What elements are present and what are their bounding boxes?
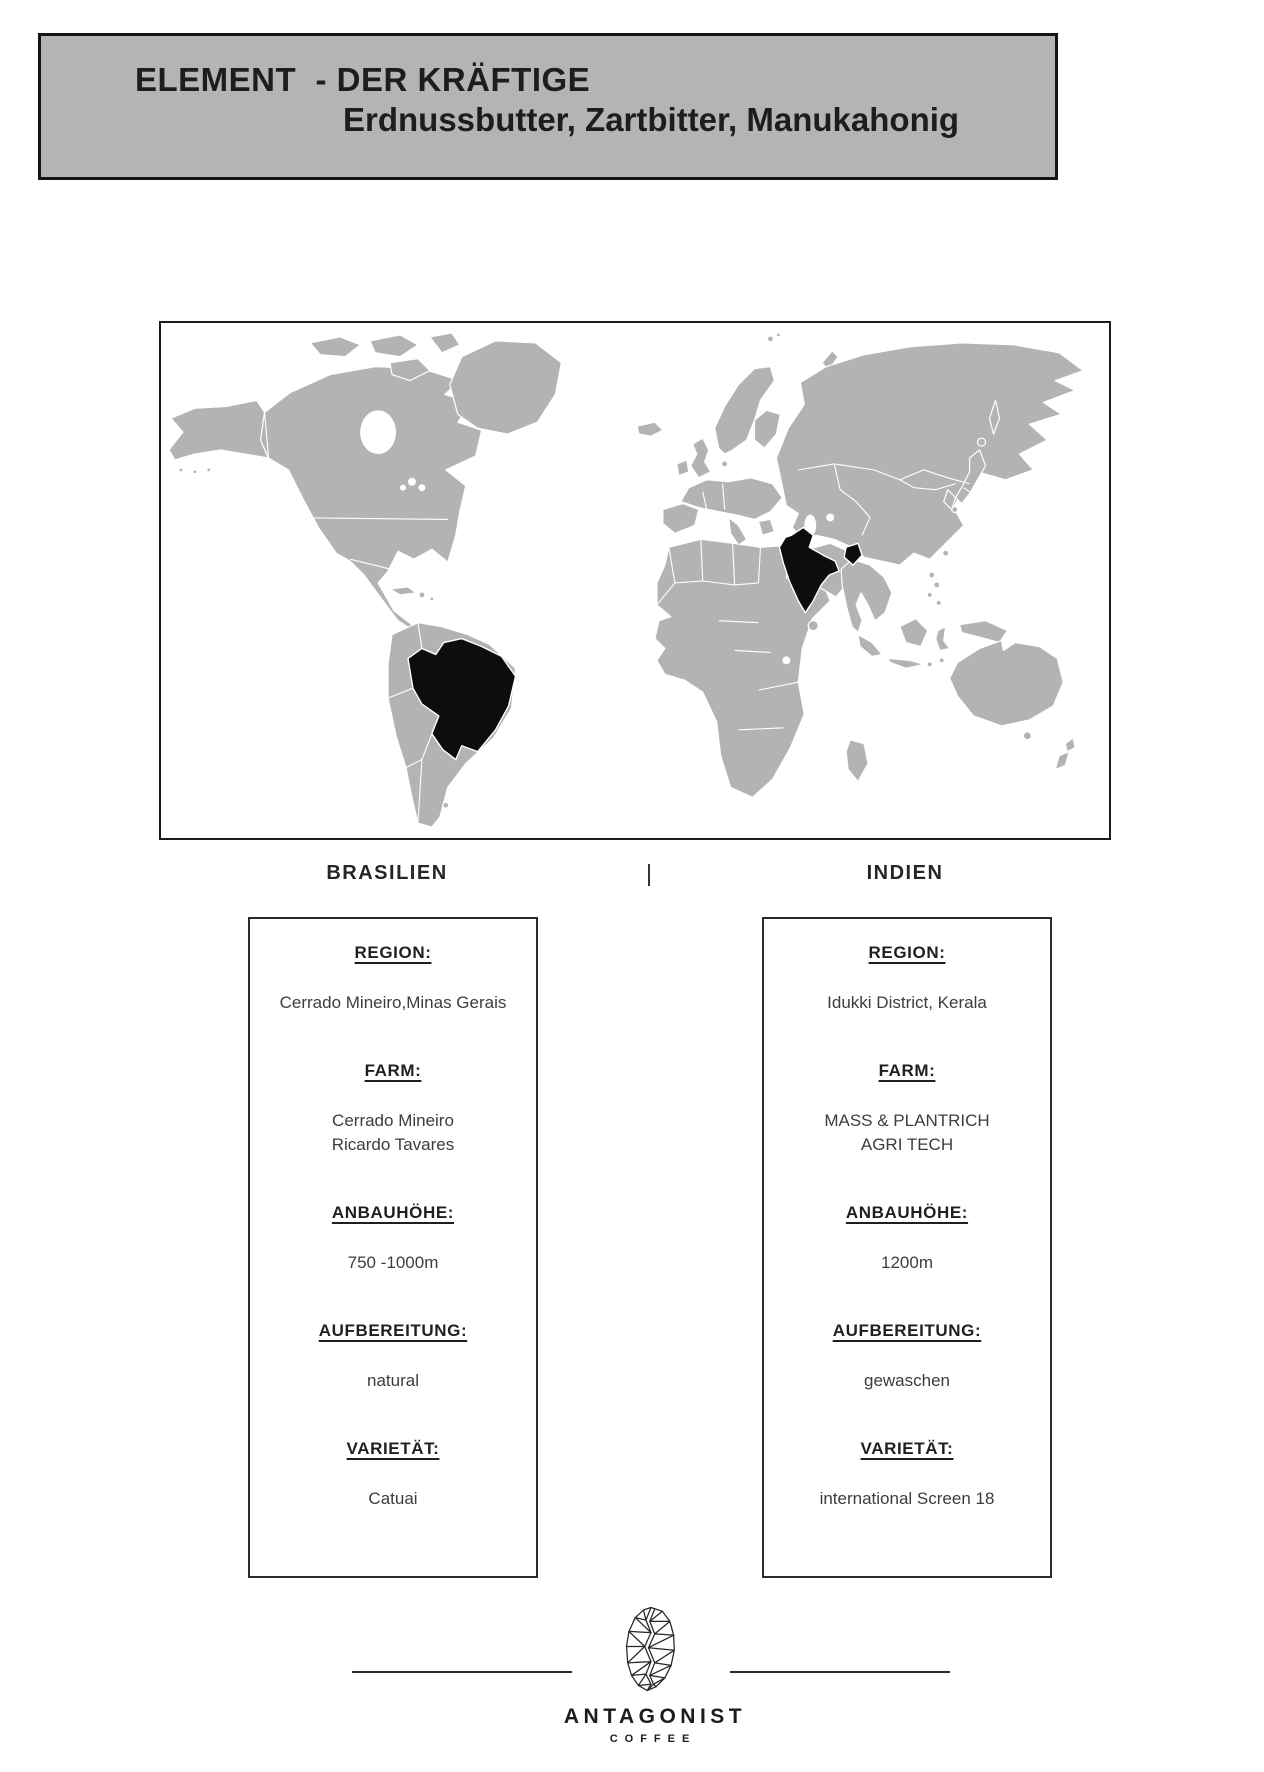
field-label: VARIETÄT: [346,1439,440,1458]
field-label: FARM: [878,1061,936,1080]
field-value: Cerrado Mineiro,Minas Gerais [279,993,507,1012]
origin-label-indien: INDIEN [866,862,944,884]
field-value: 750 -1000m [347,1253,439,1272]
north-america-landmass [261,367,482,639]
origin-separator: | [646,860,652,886]
indochina-landmass [841,559,892,632]
field-value: Idukki District, Kerala [827,993,987,1012]
field-value: Catuai [368,1489,418,1508]
field-value: Ricardo Tavares [331,1135,455,1154]
origin-box-brasilien [248,917,538,1578]
field-value: MASS & PLANTRICH [824,1111,990,1130]
field-value: 1200m [881,1253,933,1272]
new-guinea-landmass [960,621,1008,643]
field-region [764,941,1050,1015]
field-altitude [250,1201,536,1275]
footer-rule-left [352,1671,572,1673]
field-label: AUFBEREITUNG: [832,1321,982,1340]
field-variety [250,1437,536,1511]
origin-label-brasilien: BRASILIEN [326,862,448,884]
asia-landmass [776,343,1083,565]
field-processing [764,1319,1050,1393]
field-farm [764,1059,1050,1157]
iberia-landmass [663,504,699,534]
britain-landmass [691,438,711,478]
madagascar-landmass [846,740,868,782]
header-banner [38,33,1058,180]
field-label: REGION: [868,943,946,962]
field-label: AUFBEREITUNG: [318,1321,468,1340]
field-label: ANBAUHÖHE: [331,1203,455,1222]
field-variety [764,1437,1050,1511]
field-label: VARIETÄT: [860,1439,954,1458]
alaska-landmass [169,400,269,460]
field-label: REGION: [354,943,432,962]
flavor-notes: Erdnussbutter, Zartbitter, Manukahonig [343,101,960,138]
australia-landmass [950,641,1064,726]
field-processing [250,1319,536,1393]
field-value: AGRI TECH [860,1135,954,1154]
footer-rule-right [730,1671,950,1673]
field-farm [250,1059,536,1157]
field-value: Cerrado Mineiro [332,1111,454,1130]
field-label: FARM: [364,1061,422,1080]
field-label: ANBAUHÖHE: [845,1203,969,1222]
greenland-landmass [450,341,562,434]
field-region [250,941,536,1015]
origin-box-indien [762,917,1052,1578]
field-value: natural [367,1371,419,1390]
field-value: international Screen 18 [819,1489,995,1508]
world-map [161,323,1109,838]
world-map-frame [159,321,1111,840]
product-title: ELEMENT - DER KRÄFTIGE [135,61,591,98]
brand-name: ANTAGONIST [563,1705,747,1728]
field-value: gewaschen [863,1371,950,1390]
brand-subtitle: COFFEE [609,1733,697,1745]
coffee-bean-logo-icon [618,1605,684,1693]
field-altitude [764,1201,1050,1275]
